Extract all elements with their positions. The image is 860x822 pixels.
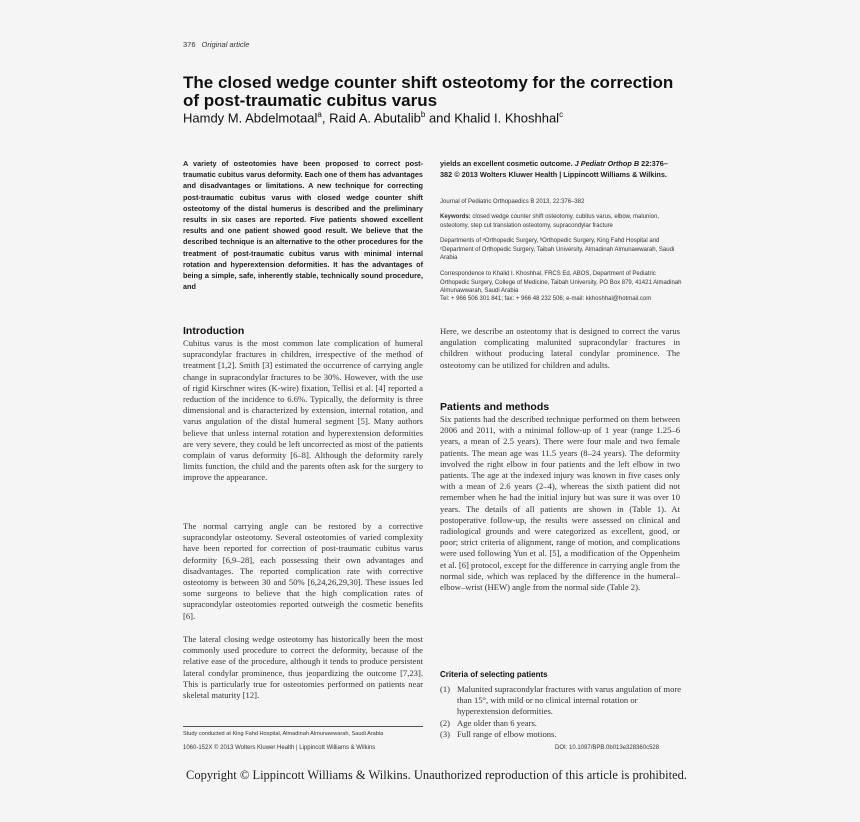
affiliation-mark: c <box>559 110 564 119</box>
article-type: Original article <box>201 40 250 49</box>
author-list <box>183 110 703 125</box>
affiliations: Departments of ᵃOrthopedic Surgery, ᵇOrthopedic Surgery, King Fahd Hospital and ᶜDepartment of Orthopedic Surgery, Taibah University, Almadinah Almunawwarah, Saudi Arabia <box>440 238 675 262</box>
abstract-right <box>440 158 680 180</box>
keywords-text: closed wedge counter shift osteotomy, cubitus varus, elbow, malunion, osteotomy, step cut translation osteotomy, supracondylar fracture <box>440 214 660 229</box>
author-separator: , <box>321 110 330 126</box>
intro-paragraph-2: The normal carrying angle can be restored by a corrective supracondylar osteotomy. Several osteotomies of varied complexity have been reported for correction of post-traumatic cubitus varus deformity [6,9–28], each possessing their own advantages and disadvantages. The reported complication rate with corrective osteotomy is between 30 and 50% [6,24,26,29,30]. These issues led some surgeons to believe that the high complication rates of supracondylar osteotomies reported outweigh the cosmetic benefits [6]. <box>183 521 423 621</box>
issn-footer: 1060-152X © 2013 Wolters Kluwer Health | Lippincott Williams & Wilkins <box>183 745 376 751</box>
list-number: (2) <box>440 717 451 728</box>
list-item <box>440 718 685 729</box>
affiliation-mark: b <box>420 110 426 119</box>
article-title: The closed wedge counter shift osteotomy for the correction of post-traumatic cubitus varus <box>183 73 674 110</box>
right-paragraph-intro: Here, we describe an osteotomy that is designed to correct the varus angulation complicating malunited supracondylar fractures in children without producing lateral condylar prominence. The osteotomy can be utilized for children and adults. <box>440 326 680 370</box>
list-item <box>440 684 685 718</box>
patients-methods-paragraph: Six patients had the described technique performed on them between 2006 and 2011, with a minimal follow-up of 1 year (range 1.25–6 years, a mean of 2.5 years). There were four male and two female patients. The mean age was 11.5 years (8–24 years). The deformity involved the right elbow in four patients and the left elbow in two patients. The age at the indexed injury was known in five cases only with a mean of 2.6 years (2–4), whereas the sixth patient did not remember when he had the initial injury but was sure it was over 10 years. The details of all patients are shown in (Table 1). At postoperative follow-up, the results were assessed on clinical and radiological grounds and were categorized as excellent, good, or poor; strict criteria of alignment, range of motion, and complications were used following Yun et al. [5], a modification of the Oppenheim et al. [6] protocol, except for the difference in carrying angle from the normal side, which was replaced by the difference in the humeral–elbow–wrist (HEW) angle from the normal side (Table 2). <box>440 414 680 593</box>
journal-citation: J Pediatr Orthop B <box>574 159 640 168</box>
affiliation-mark: a <box>317 110 322 119</box>
introduction-heading: Introduction <box>183 325 245 337</box>
list-number: (1) <box>440 684 451 694</box>
keywords-label: Keywords: <box>440 214 471 220</box>
list-text: Full range of elbow motions. <box>457 728 557 739</box>
criteria-list <box>440 684 685 740</box>
keywords <box>440 213 685 230</box>
list-number: (3) <box>440 728 451 739</box>
footnote-divider <box>183 726 423 727</box>
abstract-text: yields an excellent cosmetic outcome. <box>440 159 575 168</box>
author-name: Hamdy M. Abdelmotaal <box>183 110 318 126</box>
author-separator: and <box>425 110 455 126</box>
running-head <box>183 40 249 49</box>
list-text: Malunited supracondylar fractures with varus angulation of more than 15°, with mild or no clinical internal rotation or hyperextension deformities. <box>457 684 682 717</box>
list-text: Age older than 6 years. <box>457 717 537 728</box>
copyright-notice: Copyright © Lippincott Williams & Wilkins. Unauthorized reproduction of this article is prohibited. <box>186 768 688 782</box>
author-name: Raid A. Abutalib <box>329 110 421 126</box>
footnote: Study conducted at King Fahd Hospital, Almadinah Almunawwarah, Saudi Arabia <box>183 731 384 737</box>
journal-info: Journal of Pediatric Orthopaedics B 2013, 22:376–382 <box>440 199 585 205</box>
doi-footer: DOI: 10.1097/BPB.0b013e328360c528 <box>555 745 660 751</box>
intro-paragraph-1: Cubitus varus is the most common late complication of humeral supracondylar fractures in children, irrespective of the method of treatment [1,2]. Smith [3] estimated the occurrence of carrying angle change in supracondylar fractures to be 30%. However, with the use of rigid Kirschner wires (K-wire) fixation, Tellisi et al. [4] reported a reduction of the incidence to 6.6%. Typically, the deformity is three dimensional and is characterized by extension, internal rotation, and varus angulation of the distal humeral segment [5]. Many authors believe that unless internal rotation and hyperextension deformities are very severe, they could be left uncorrected as most of the patients complain of varus deformity [6–8]. Although the deformity rarely limits function, the child and the parents often ask for the surgery to improve the appearance. <box>183 338 423 483</box>
page-number: 376 <box>183 40 196 49</box>
intro-paragraph-3: The lateral closing wedge osteotomy has historically been the most commonly used procedure to correct the deformity, because of the relative ease of the procedure, although it tends to produce persistent lateral condylar prominence, thus jeopardizing the outcome [7,23]. This is particularly true for osteotomies performed on patients near skeletal maturity [12]. <box>183 634 423 701</box>
correspondence: Correspondence to Khalid I. Khoshhal, FRCS Ed, ABOS, Department of Pediatric Orthopedic Surgery, College of Medicine, Taibah University, PO Box 879, 41421 Almadinah Almunawwarah, Saudi Arabia <box>440 271 682 295</box>
criteria-heading: Criteria of selecting patients <box>440 670 548 679</box>
citation-details: 22:376–382 © 2013 Wolters Kluwer Health | Lippincott Williams & Wilkins. <box>440 159 668 180</box>
contact-info: Tel: + 966 506 301 841; fax: + 966 48 232 506; e-mail: kkhoshhal@hotmail.com <box>440 296 652 302</box>
author-name: Khalid I. Khoshhal <box>454 110 560 126</box>
abstract-left: A variety of osteotomies have been proposed to correct post-traumatic cubitus varus deformity. Each one of them has advantages and disadvantages or limitations. A new technique for correcting post-traumatic cubitus varus with closed wedge counter shift osteotomy of the distal humerus is described and the preliminary results in six cases are reported. Five patients showed excellent results and one patient showed good result. We believe that the described technique is an alternative to the other procedures for the treatment of post-traumatic cubitus varus with minimal internal rotation and hyperextension deformities. It has the advantages of being a simple, safe, inherently stable, technically sound procedure, and <box>183 159 423 292</box>
patients-methods-heading: Patients and methods <box>440 401 550 413</box>
list-item <box>440 729 685 740</box>
